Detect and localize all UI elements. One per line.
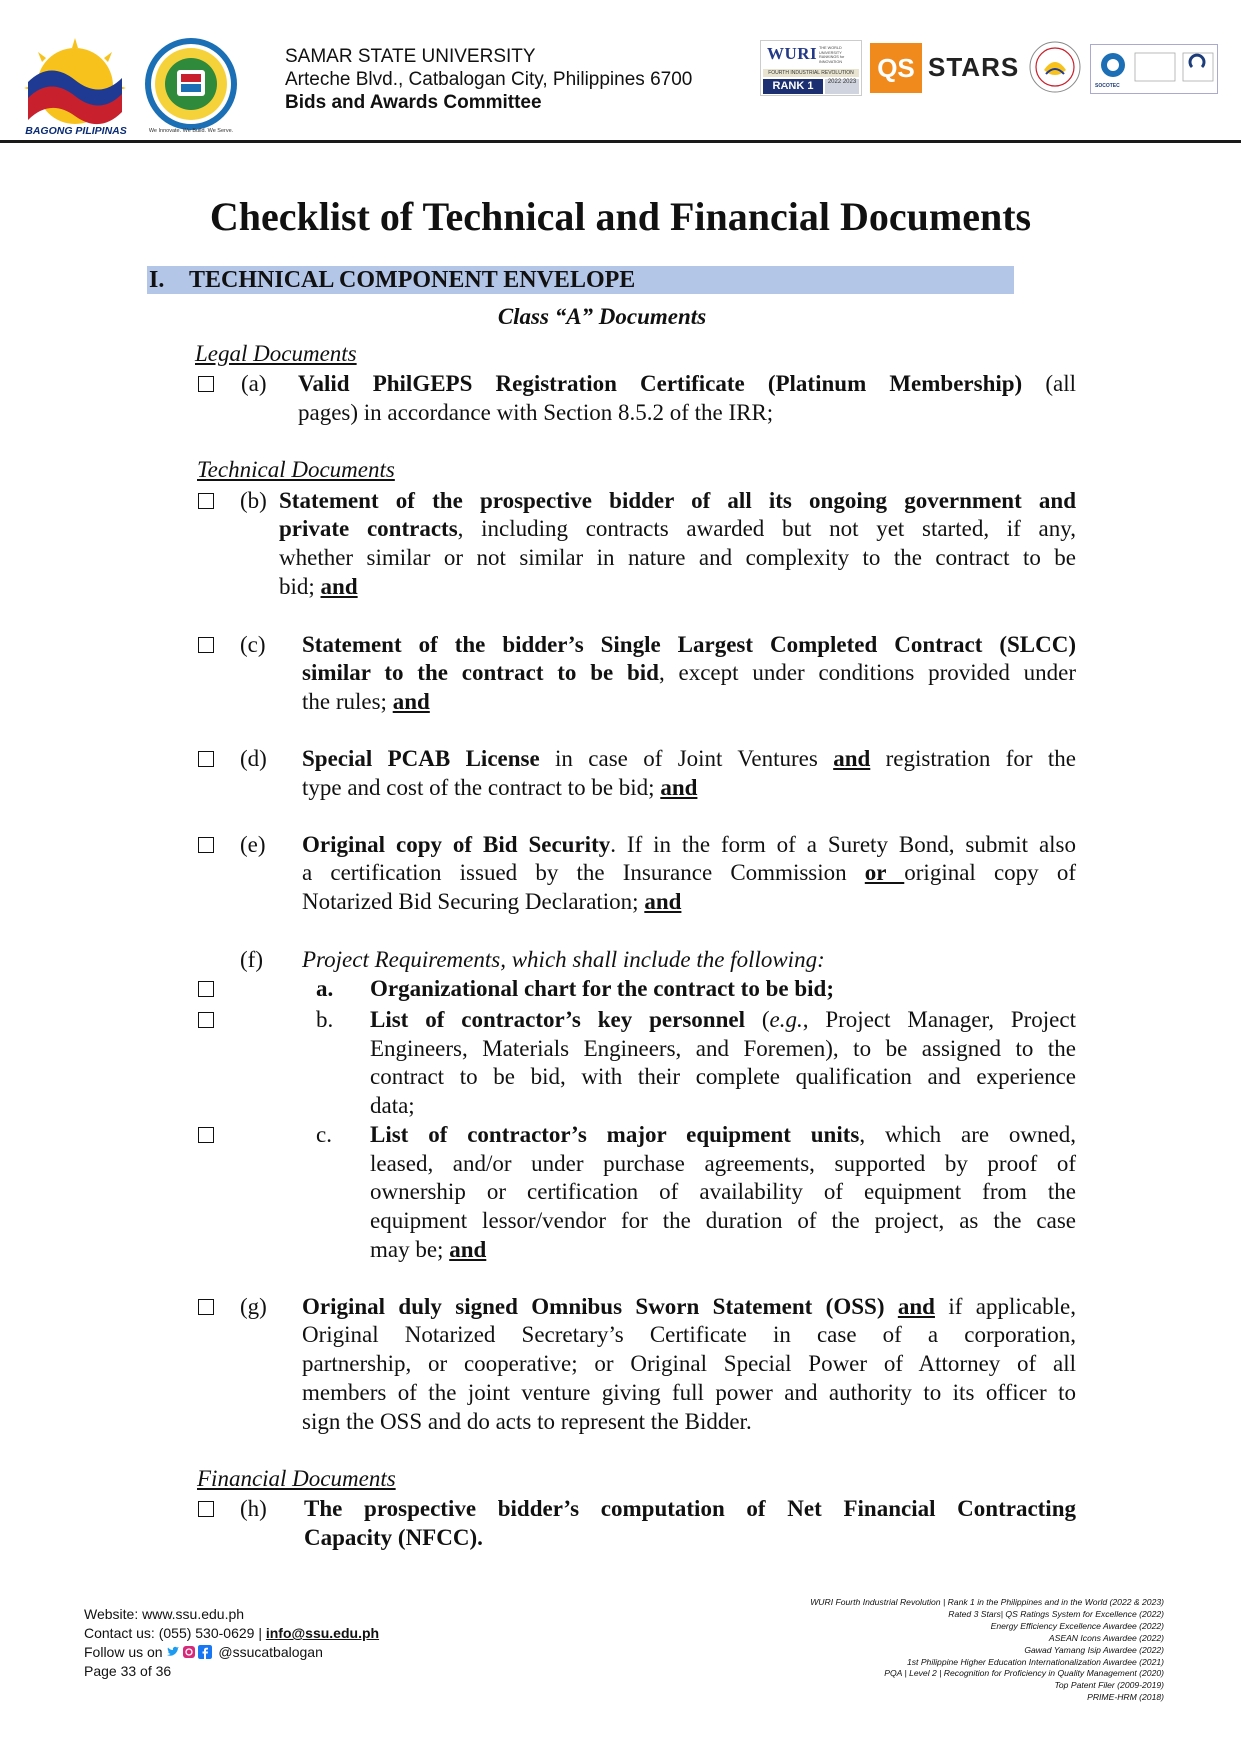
wurj-title: WURI <box>767 44 818 63</box>
item-f-c-line-4: equipment lessor/vendor for the duration of the project, as the case <box>370 1208 1076 1233</box>
item-h-label: (h) <box>240 1496 267 1521</box>
award-line: Rated 3 Stars| QS Ratings System for Excellence (2022) <box>948 1608 1164 1619</box>
qs-logo: QS <box>870 43 922 93</box>
checkbox-f-c[interactable] <box>198 1127 214 1143</box>
social-handle: @ssucatbalogan <box>218 1644 323 1660</box>
item-f-label: (f) <box>240 947 263 972</box>
item-f-b-line-4: data; <box>370 1093 415 1118</box>
footer-awards <box>744 1597 1164 1704</box>
samar-state-university-seal <box>143 36 239 132</box>
item-e-label: (e) <box>240 832 266 857</box>
item-f-c-line-5: may be; and <box>370 1237 487 1262</box>
checkbox-g[interactable] <box>198 1299 214 1315</box>
section-title: TECHNICAL COMPONENT ENVELOPE <box>189 267 636 293</box>
item-d-label: (d) <box>240 746 267 771</box>
award-line: Gawad Yamang Isip Awardee (2022) <box>1024 1644 1164 1655</box>
wurj-years: 2022 2023 <box>825 79 859 94</box>
item-g-line-2: Original Notarized Secretary’s Certificate in case of a corporation, <box>302 1322 1076 1347</box>
item-a-line-1: Valid PhilGEPS Registration Certificate (Platinum Membership) (all <box>298 371 1076 396</box>
twitter-icon[interactable] <box>166 1645 180 1659</box>
footer-contact <box>84 1605 379 1681</box>
letterhead <box>0 0 1241 146</box>
checkbox-h[interactable] <box>198 1501 214 1517</box>
item-a-label: (a) <box>241 371 267 396</box>
instagram-icon[interactable] <box>182 1645 196 1659</box>
checkbox-d[interactable] <box>198 751 214 767</box>
item-c-line-1: Statement of the bidder’s Single Largest Completed Contract (SLCC) <box>302 632 1076 657</box>
checkbox-b[interactable] <box>198 493 214 509</box>
item-g-line-5: sign the OSS and do acts to represent the Bidder. <box>302 1409 752 1434</box>
item-f-intro: Project Requirements, which shall include the following: <box>302 947 825 972</box>
item-f-b-line-3: contract to be bid, with their complete qualification and experience <box>370 1064 1076 1089</box>
checkbox-f-a[interactable] <box>198 981 214 997</box>
item-d-line-2: type and cost of the contract to be bid; and <box>302 775 698 800</box>
wurj-subtitle: THE WORLD UNIVERSITY RANKINGS for INNOVATION <box>819 46 845 64</box>
email-link[interactable]: info@ssu.edu.ph <box>265 1625 380 1641</box>
item-f-b-label: b. <box>316 1007 334 1032</box>
item-f-c-line-1: List of contractor’s major equipment units, which are owned, <box>370 1122 1076 1147</box>
item-e-line-2: a certification issued by the Insurance Commission or original copy of <box>302 860 1077 885</box>
footer-website: Website: www.ssu.edu.ph <box>84 1606 245 1622</box>
award-line: Top Patent Filer (2009-2019) <box>1054 1680 1164 1691</box>
facebook-icon[interactable] <box>198 1645 212 1659</box>
award-line: ASEAN Icons Awardee (2022) <box>1048 1632 1164 1643</box>
item-f-c-label: c. <box>316 1122 332 1147</box>
item-f-b-line-1: List of contractor’s key personnel (e.g., Project Manager, Project <box>370 1007 1076 1032</box>
organization-block <box>285 45 692 114</box>
technical-documents-heading: Technical Documents <box>197 457 395 482</box>
page-number: Page 33 of 36 <box>84 1663 172 1679</box>
item-f-b-line-2: Engineers, Materials Engineers, and Foremen), to be assigned to the <box>370 1036 1076 1061</box>
header-divider <box>0 140 1241 143</box>
class-a-heading: Class “A” Documents <box>497 304 707 329</box>
footer-social-line: Follow us on @ssucatbalogan <box>84 1644 323 1660</box>
item-g-label: (g) <box>240 1294 267 1319</box>
item-f-a-text: Organizational chart for the contract to be bid; <box>370 976 834 1001</box>
iso-certification-badge <box>1090 44 1218 94</box>
award-line: WURI Fourth Industrial Revolution | Rank 1 in the Philippines and in the World (2022 & 2023) <box>810 1597 1164 1607</box>
award-line: PRIME-HRM (2018) <box>1087 1692 1164 1703</box>
item-a-line-2: pages) in accordance with Section 8.5.2 of the IRR; <box>298 400 774 425</box>
footer-contact-line: Contact us: (055) 530-0629 | info@ssu.edu.ph <box>84 1625 380 1641</box>
award-line: 1st Philippine Higher Education Internationalization Awardee (2021) <box>906 1656 1164 1667</box>
item-f-a-label: a. <box>316 976 334 1001</box>
item-g-line-3: partnership, or cooperative; or Original Special Power of Attorney of all <box>302 1351 1076 1376</box>
section-heading-bar <box>147 266 1014 294</box>
item-e-line-3: Notarized Bid Securing Declaration; and <box>302 889 682 914</box>
award-seal-icon <box>1028 40 1082 94</box>
section-number: I. <box>149 267 165 293</box>
financial-documents-heading: Financial Documents <box>197 1466 396 1491</box>
item-h-line-1: The prospective bidder’s computation of Net Financial Contracting <box>304 1496 1076 1521</box>
item-g-line-1: Original duly signed Omnibus Sworn Statement (OSS) and if applicable, <box>302 1294 1076 1319</box>
wurj-ranking-badge <box>760 40 862 96</box>
item-b-line-2: private contracts, including contracts awarded but not yet started, if any, <box>279 516 1076 541</box>
checkbox-a[interactable] <box>198 376 214 392</box>
item-b-line-1: Statement of the prospective bidder of all its ongoing government and <box>279 488 1076 513</box>
item-f-c-line-2: leased, and/or under purchase agreements, supported by proof of <box>370 1151 1076 1176</box>
item-b-line-4: bid; and <box>279 574 358 599</box>
item-h-line-2: Capacity (NFCC). <box>304 1525 483 1550</box>
wurj-rank: RANK 1 <box>763 79 823 94</box>
organization-committee: Bids and Awards Committee <box>285 92 542 113</box>
item-g-line-4: members of the joint venture giving full power and authority to its officer to <box>302 1380 1076 1405</box>
ssu-tagline: We Innovate. We Build. We Serve. <box>148 128 234 134</box>
item-b-line-3: whether similar or not similar in nature and complexity to the contract to be <box>279 545 1076 570</box>
award-line: PQA | Level 2 | Recognition for Proficiency in Quality Management (2020) <box>884 1668 1164 1679</box>
checkbox-e[interactable] <box>198 837 214 853</box>
item-f-c-line-3: ownership or certification of availability of equipment from the <box>370 1179 1076 1204</box>
checkbox-f-b[interactable] <box>198 1012 214 1028</box>
item-c-line-2: similar to the contract to be bid, except under conditions provided under <box>302 660 1077 685</box>
item-c-label: (c) <box>240 632 266 657</box>
item-d-line-1: Special PCAB License in case of Joint Ventures and registration for the <box>302 746 1076 771</box>
item-c-line-3: the rules; and <box>302 689 430 714</box>
checkbox-c[interactable] <box>198 637 214 653</box>
document-title: Checklist of Technical and Financial Documents <box>209 194 1032 239</box>
bagong-pilipinas-text: BAGONG PILIPINAS <box>25 125 127 137</box>
item-b-label: (b) <box>240 488 267 513</box>
organization-name: SAMAR STATE UNIVERSITY <box>285 46 536 67</box>
legal-documents-heading: Legal Documents <box>195 341 357 366</box>
item-e-line-1: Original copy of Bid Security. If in the form of a Surety Bond, submit also <box>302 832 1076 857</box>
wurj-category: FOURTH INDUSTRIAL REVOLUTION <box>763 69 859 77</box>
award-line: Energy Efficiency Excellence Awardee (2022) <box>990 1620 1164 1631</box>
organization-address: Arteche Blvd., Catbalogan City, Philippines 6700 <box>285 69 693 90</box>
qs-stars-text: STARS <box>928 52 1020 82</box>
cert-label: SOCOTEC <box>1095 83 1120 89</box>
